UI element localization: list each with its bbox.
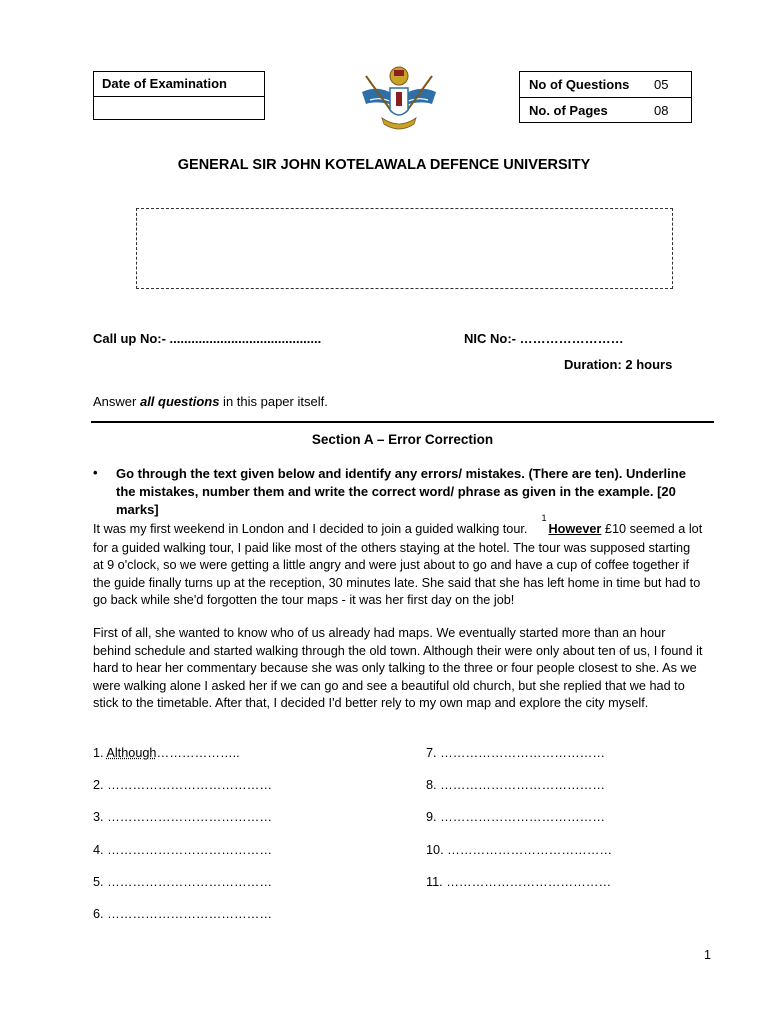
answer-instruction [93,394,328,409]
horizontal-divider [91,421,714,423]
date-of-examination-box [93,71,265,120]
answer-1-example: Although [106,746,157,760]
answer-line-4: 4. ………………………………… [93,843,273,857]
callup-number-field: Call up No:- .......................................... [93,331,322,346]
passage-paragraph-1 [93,513,703,610]
answer-line-10: 10. ………………………………… [426,843,613,857]
answer-1-dots: ……………….. [156,746,240,760]
answer-suffix: in this paper itself. [219,394,328,409]
answer-1-number: 1. [93,746,107,760]
section-a-instruction: Go through the text given below and identify any errors/ mistakes. (There are ten). Underline the mistakes, number them and write the correct word/ phrase as given in the example. [20 marks] [116,466,686,517]
answer-line-5: 5. ………………………………… [93,875,273,889]
pages-label: No. of Pages [529,103,608,118]
date-label: Date of Examination [94,72,264,97]
section-a-title: Section A – Error Correction [311,432,494,447]
answer-line-9: 9. ………………………………… [426,810,606,824]
answer-emphasis: all questions [139,394,220,409]
answer-line-6: 6. ………………………………… [93,907,273,921]
bullet-icon: • [93,465,98,480]
university-title: GENERAL SIR JOHN KOTELAWALA DEFENCE UNIVERSITY [177,157,591,173]
answer-line-11: 11. ………………………………… [426,875,612,889]
answer-line-2: 2. ………………………………… [93,778,273,792]
university-crest-icon [356,62,442,134]
exam-title-placeholder-box [136,208,673,289]
duration-label: Duration: 2 hours [564,357,673,372]
para1-start: It was my first weekend in London and I decided to join a guided walking tour. [93,522,528,536]
questions-label: No of Questions [529,77,630,92]
answer-line-8: 8. ………………………………… [426,778,606,792]
questions-value: 05 [654,77,669,92]
pages-value: 08 [654,103,669,118]
answer-line-7: 7. ………………………………… [426,746,606,760]
pages-row [520,98,691,123]
page-number: 1 [704,948,711,962]
nic-number-field: NIC No:- …………………… [464,331,624,346]
passage-paragraph-2: First of all, she wanted to know who of us already had maps. We eventually started more than an hour behind schedule and started walking through the old town. Although their were only about ten of us, I found it hard to hear her commentary because she was only talking to the three or four people closest to she. As we were walking alone I asked her if we can go and see a beautiful old church, but she replied that we had to stick to the timetable. After that, I decided I'd better rely to my own map and explore the city myself. [93,626,703,710]
answer-prefix: Answer [93,394,140,409]
questions-row [520,72,691,98]
answer-line-3: 3. ………………………………… [93,810,273,824]
exam-info-box [519,71,692,123]
answer-line-1 [93,746,240,760]
underlined-error: However [548,522,602,536]
para1-rest: £10 seemed a lot for a guided walking tour, I paid like most of the others staying at the hotel. The tour was supposed starting at 9 o'clock, so we were getting a little angry and were just about to go and have a cup of coffee together if the guide finally turns up at the reception, 30 minutes late. She said that she has left home in time but had to go back while she'd forgotten the tour maps - it was her first day on the job! [93,522,703,607]
error-number-marker: 1 [541,513,547,523]
